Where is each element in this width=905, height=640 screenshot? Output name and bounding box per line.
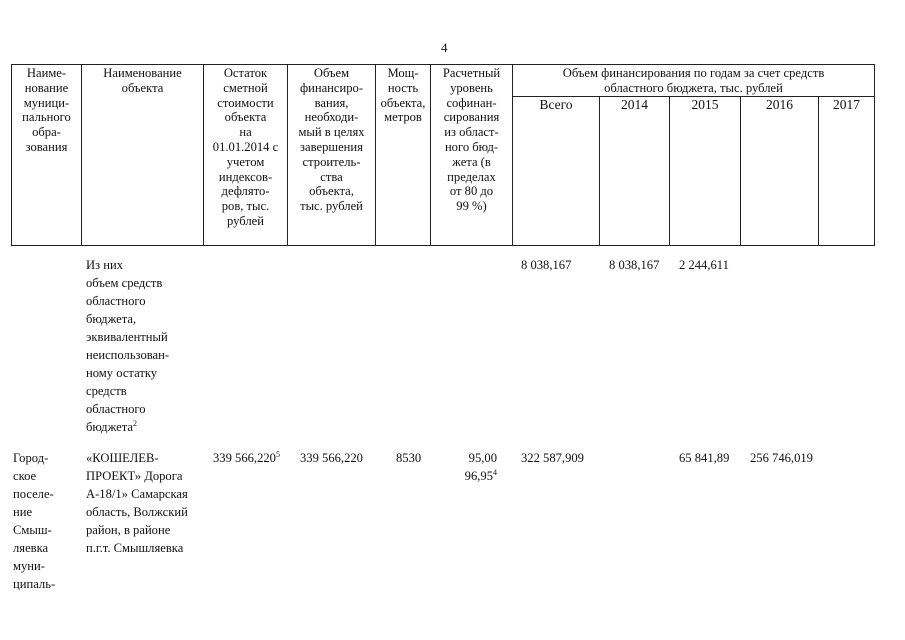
header-financing-by-year: Объем финансирования по годам за счет средств областного бюджета, тыс. рублей (513, 65, 875, 97)
header-year-2015: 2015 (670, 96, 741, 245)
header-capacity: Мощ- ность объекта, метров (376, 65, 431, 246)
row2-total: 322 587,909 (521, 451, 584, 465)
row2-2015: 65 841,89 (679, 451, 730, 465)
header-remaining-cost: Остаток сметной стоимости объекта на 01.01.2014 с учетом индексов- дефлято- ров, тыс. рублей (204, 65, 288, 246)
row2-remaining-cost: 339 566,220$^5$ (213, 449, 280, 465)
row2-object-name: «КОШЕЛЕВ- ПРОЕКТ» Дорога А-18/1» Самарская область, Волжский район, в районе п.г.т. Смышляевка (86, 451, 188, 555)
header-cofinancing-level: Расчетный уровень софинан- сирования из област- ного бюд- жета (в пределах от 80 до 99 %) (431, 65, 513, 246)
row2-municipality: Город- ское поселе- ние Смыш- ляевка муни- ципаль- (13, 451, 56, 591)
header-financing-volume: Объем финансиро- вания, необходи- мый в целях завершения строитель- ства объекта, тыс. рублей (288, 65, 376, 246)
row2-cofinancing-level-1: 95,00 (468, 451, 497, 465)
row1-object-name: Из них объем средств областного бюджета, эквивалентный неиспользован- ному остатку средств областного бюджета$^2$ (86, 258, 170, 434)
page-number: 4 (441, 40, 448, 55)
row1-total: 8 038,167 (521, 258, 572, 272)
header-year-2016: 2016 (741, 96, 819, 245)
header-year-total: Всего (513, 96, 600, 245)
row2-capacity: 8530 (396, 451, 422, 465)
header-object-name: Наименование объекта (82, 65, 204, 246)
row2-cofinancing-level-2: 96,95$^4$ (464, 467, 497, 483)
header-year-2017: 2017 (819, 96, 875, 245)
row1-2015: 2 244,611 (679, 258, 729, 272)
row2-2016: 256 746,019 (750, 451, 813, 465)
header-municipality: Наиме- нование муници- пального обра- зования (12, 65, 82, 246)
row1-2014: 8 038,167 (609, 258, 660, 272)
header-year-2014: 2014 (600, 96, 670, 245)
table-header (11, 64, 875, 246)
row2-financing-volume: 339 566,220 (300, 451, 363, 465)
